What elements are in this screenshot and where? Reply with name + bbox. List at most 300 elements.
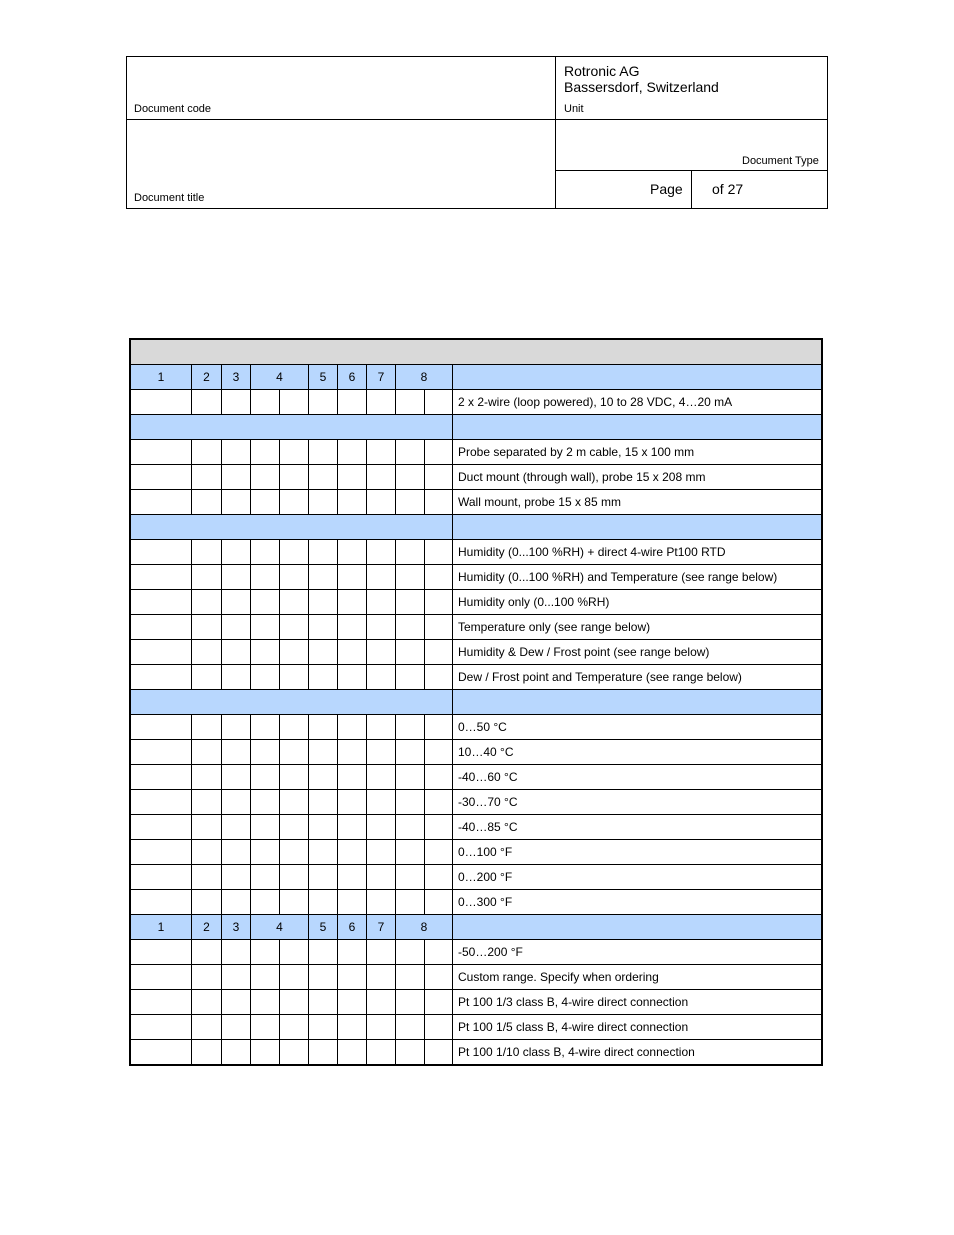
table-row	[131, 1040, 821, 1064]
column-header: 1	[131, 365, 192, 389]
code-cell	[425, 465, 453, 489]
code-cell	[251, 965, 280, 989]
code-cell	[309, 590, 338, 614]
code-cell	[309, 1040, 338, 1064]
code-cell	[192, 665, 222, 689]
code-cell	[222, 640, 251, 664]
code-cell	[367, 940, 396, 964]
page-label: Page	[650, 181, 683, 197]
code-cell	[222, 1040, 251, 1064]
code-cell	[222, 965, 251, 989]
code-cell	[396, 440, 425, 464]
document-type-label: Document Type	[742, 155, 819, 167]
code-cell	[222, 440, 251, 464]
code-cell	[309, 740, 338, 764]
header-divider	[691, 171, 692, 208]
column-header: 7	[367, 365, 396, 389]
code-cell	[131, 990, 192, 1014]
code-cell	[309, 865, 338, 889]
code-cell	[396, 465, 425, 489]
code-cell	[425, 740, 453, 764]
code-cell	[251, 890, 280, 914]
code-cell	[131, 740, 192, 764]
code-cell	[367, 490, 396, 514]
code-cell	[131, 590, 192, 614]
code-cell	[280, 640, 309, 664]
code-cell	[367, 890, 396, 914]
code-cell	[309, 615, 338, 639]
column-header-row	[131, 365, 821, 390]
code-cell	[396, 765, 425, 789]
code-cell	[251, 465, 280, 489]
table-row	[131, 840, 821, 865]
code-cell	[338, 715, 367, 739]
table-row	[131, 440, 821, 465]
code-cell	[338, 440, 367, 464]
column-header: 5	[309, 915, 338, 939]
code-cell	[131, 765, 192, 789]
code-cell	[425, 665, 453, 689]
document-code-label: Document code	[134, 103, 212, 115]
option-description: Humidity only (0...100 %RH)	[458, 595, 610, 609]
code-cell	[280, 465, 309, 489]
code-cell	[425, 390, 453, 414]
code-cell	[222, 465, 251, 489]
table-row	[131, 740, 821, 765]
code-cell	[131, 1040, 192, 1064]
code-cell	[251, 440, 280, 464]
option-description: 0…50 °C	[458, 720, 507, 734]
code-cell	[338, 465, 367, 489]
option-description: 2 x 2-wire (loop powered), 10 to 28 VDC, 4…20 mA	[458, 395, 733, 409]
column-header-row	[131, 915, 821, 940]
code-cell	[280, 765, 309, 789]
code-cell	[131, 440, 192, 464]
document-header	[126, 56, 828, 209]
option-description: -40…60 °C	[458, 770, 518, 784]
code-cell	[280, 715, 309, 739]
code-cell	[222, 715, 251, 739]
code-cell	[309, 1015, 338, 1039]
column-header: 2	[192, 915, 222, 939]
option-description: Temperature only (see range below)	[458, 620, 651, 634]
unit-label: Unit	[564, 103, 584, 115]
code-cell	[251, 790, 280, 814]
code-cell	[425, 865, 453, 889]
code-cell	[338, 815, 367, 839]
option-description: -30…70 °C	[458, 795, 518, 809]
company-name: Rotronic AG	[564, 63, 640, 79]
code-cell	[309, 765, 338, 789]
code-cell	[396, 890, 425, 914]
option-description: 0…200 °F	[458, 870, 513, 884]
code-cell	[251, 865, 280, 889]
code-cell	[131, 715, 192, 739]
code-cell	[338, 1015, 367, 1039]
code-cell	[338, 665, 367, 689]
code-cell	[396, 840, 425, 864]
code-cell	[338, 615, 367, 639]
code-cell	[396, 740, 425, 764]
code-cell	[280, 1040, 309, 1064]
code-cell	[222, 590, 251, 614]
table-row	[131, 790, 821, 815]
code-cell	[367, 765, 396, 789]
code-cell	[131, 390, 192, 414]
code-cell	[192, 790, 222, 814]
code-cell	[309, 540, 338, 564]
code-cell	[222, 815, 251, 839]
code-cell	[396, 1040, 425, 1064]
code-cell	[425, 715, 453, 739]
option-description: -40…85 °C	[458, 820, 518, 834]
code-cell	[396, 965, 425, 989]
code-cell	[251, 615, 280, 639]
code-cell	[192, 490, 222, 514]
table-row	[131, 865, 821, 890]
code-cell	[425, 615, 453, 639]
code-cell	[425, 440, 453, 464]
code-cell	[309, 840, 338, 864]
code-cell	[367, 815, 396, 839]
code-cell	[367, 965, 396, 989]
code-cell	[131, 815, 192, 839]
code-cell	[367, 665, 396, 689]
code-cell	[367, 840, 396, 864]
code-cell	[338, 540, 367, 564]
code-cell	[251, 665, 280, 689]
option-description: Probe separated by 2 m cable, 15 x 100 mm	[458, 445, 695, 459]
code-cell	[222, 940, 251, 964]
code-cell	[425, 890, 453, 914]
code-cell	[309, 565, 338, 589]
code-cell	[338, 565, 367, 589]
code-cell	[251, 940, 280, 964]
code-cell	[425, 540, 453, 564]
code-cell	[251, 565, 280, 589]
option-description: 10…40 °C	[458, 745, 514, 759]
option-description: Pt 100 1/3 class B, 4-wire direct connection	[458, 995, 689, 1009]
code-cell	[309, 465, 338, 489]
code-cell	[131, 790, 192, 814]
code-cell	[367, 565, 396, 589]
code-cell	[309, 715, 338, 739]
code-cell	[131, 865, 192, 889]
code-cell	[192, 1015, 222, 1039]
code-cell	[396, 490, 425, 514]
code-cell	[309, 640, 338, 664]
code-cell	[309, 815, 338, 839]
code-cell	[251, 490, 280, 514]
code-cell	[425, 590, 453, 614]
code-cell	[367, 440, 396, 464]
code-cell	[425, 1040, 453, 1064]
code-cell	[396, 815, 425, 839]
table-row	[131, 390, 821, 415]
option-description: -50…200 °F	[458, 945, 523, 959]
code-cell	[338, 590, 367, 614]
column-header: 8	[396, 365, 453, 389]
code-cell	[280, 865, 309, 889]
code-cell	[396, 990, 425, 1014]
code-cell	[131, 665, 192, 689]
code-cell	[192, 440, 222, 464]
header-divider	[127, 119, 827, 120]
code-cell	[396, 590, 425, 614]
table-row	[131, 1015, 821, 1040]
section-row	[131, 515, 821, 540]
code-cell	[396, 540, 425, 564]
table-row	[131, 565, 821, 590]
option-description: Pt 100 1/5 class B, 4-wire direct connection	[458, 1020, 689, 1034]
table-row	[131, 940, 821, 965]
code-cell	[338, 840, 367, 864]
option-description: Custom range. Specify when ordering	[458, 970, 659, 984]
code-cell	[222, 665, 251, 689]
code-cell	[131, 615, 192, 639]
code-cell	[309, 890, 338, 914]
code-cell	[338, 490, 367, 514]
code-cell	[425, 815, 453, 839]
code-cell	[280, 540, 309, 564]
code-cell	[222, 615, 251, 639]
code-cell	[222, 890, 251, 914]
code-cell	[192, 565, 222, 589]
code-cell	[192, 465, 222, 489]
code-cell	[222, 990, 251, 1014]
option-description: Duct mount (through wall), probe 15 x 208 mm	[458, 470, 706, 484]
code-cell	[192, 590, 222, 614]
code-cell	[280, 990, 309, 1014]
code-cell	[396, 940, 425, 964]
code-cell	[192, 615, 222, 639]
code-cell	[309, 940, 338, 964]
code-cell	[396, 1015, 425, 1039]
code-cell	[338, 965, 367, 989]
code-cell	[367, 990, 396, 1014]
table-row	[131, 715, 821, 740]
code-cell	[396, 390, 425, 414]
code-cell	[131, 540, 192, 564]
code-cell	[396, 640, 425, 664]
code-cell	[192, 890, 222, 914]
code-cell	[367, 1015, 396, 1039]
header-divider	[555, 57, 556, 208]
code-cell	[309, 965, 338, 989]
code-cell	[425, 1015, 453, 1039]
code-cell	[192, 815, 222, 839]
code-cell	[192, 990, 222, 1014]
code-cell	[280, 490, 309, 514]
code-cell	[251, 740, 280, 764]
code-cell	[425, 990, 453, 1014]
page-count: of 27	[712, 181, 744, 197]
option-description: 0…300 °F	[458, 895, 513, 909]
section-code-cell	[131, 515, 453, 539]
code-cell	[280, 890, 309, 914]
code-cell	[280, 1015, 309, 1039]
code-cell	[338, 640, 367, 664]
code-cell	[192, 390, 222, 414]
code-cell	[425, 765, 453, 789]
code-cell	[192, 765, 222, 789]
code-cell	[222, 740, 251, 764]
column-header: 7	[367, 915, 396, 939]
option-description: Humidity (0...100 %RH) + direct 4-wire Pt100 RTD	[458, 545, 726, 559]
code-cell	[192, 640, 222, 664]
code-cell	[222, 765, 251, 789]
code-cell	[396, 865, 425, 889]
code-cell	[131, 1015, 192, 1039]
table-row	[131, 815, 821, 840]
code-cell	[280, 440, 309, 464]
code-cell	[280, 940, 309, 964]
table-row	[131, 590, 821, 615]
company-info	[564, 63, 719, 95]
code-cell	[367, 715, 396, 739]
code-cell	[251, 840, 280, 864]
code-cell	[280, 815, 309, 839]
code-cell	[367, 540, 396, 564]
code-cell	[280, 590, 309, 614]
code-cell	[280, 740, 309, 764]
table-row	[131, 540, 821, 565]
code-cell	[192, 840, 222, 864]
code-cell	[396, 665, 425, 689]
code-cell	[192, 965, 222, 989]
code-cell	[396, 715, 425, 739]
code-cell	[251, 1040, 280, 1064]
code-cell	[222, 840, 251, 864]
code-cell	[131, 890, 192, 914]
code-cell	[396, 790, 425, 814]
code-cell	[192, 740, 222, 764]
table-row	[131, 615, 821, 640]
column-header: 8	[396, 915, 453, 939]
code-cell	[131, 965, 192, 989]
code-cell	[425, 940, 453, 964]
code-cell	[309, 440, 338, 464]
code-cell	[280, 790, 309, 814]
code-cell	[251, 990, 280, 1014]
code-cell	[338, 990, 367, 1014]
code-cell	[251, 540, 280, 564]
table-row	[131, 665, 821, 690]
column-header: 4	[251, 915, 309, 939]
code-cell	[338, 790, 367, 814]
code-cell	[309, 390, 338, 414]
code-cell	[251, 715, 280, 739]
document-title-label: Document title	[134, 192, 205, 204]
section-row	[131, 415, 821, 440]
code-cell	[280, 390, 309, 414]
section-code-cell	[131, 690, 453, 714]
code-cell	[280, 965, 309, 989]
code-cell	[338, 890, 367, 914]
code-cell	[425, 565, 453, 589]
code-cell	[367, 1040, 396, 1064]
code-cell	[192, 1040, 222, 1064]
code-cell	[425, 840, 453, 864]
table-row	[131, 890, 821, 915]
code-cell	[309, 790, 338, 814]
code-cell	[222, 490, 251, 514]
code-cell	[222, 390, 251, 414]
code-cell	[222, 790, 251, 814]
company-location: Bassersdorf, Switzerland	[564, 79, 719, 95]
code-cell	[367, 590, 396, 614]
column-header: 3	[222, 365, 251, 389]
option-description: Wall mount, probe 15 x 85 mm	[458, 495, 621, 509]
code-cell	[280, 665, 309, 689]
code-cell	[192, 540, 222, 564]
code-cell	[338, 390, 367, 414]
code-cell	[131, 840, 192, 864]
code-cell	[280, 565, 309, 589]
option-description: 0…100 °F	[458, 845, 513, 859]
code-cell	[367, 640, 396, 664]
column-header: 6	[338, 915, 367, 939]
column-header: 4	[251, 365, 309, 389]
table-row	[131, 490, 821, 515]
code-cell	[131, 565, 192, 589]
code-cell	[338, 940, 367, 964]
table-title-bar	[131, 340, 821, 365]
code-cell	[425, 965, 453, 989]
code-cell	[425, 790, 453, 814]
table-row	[131, 765, 821, 790]
code-cell	[280, 615, 309, 639]
code-cell	[367, 465, 396, 489]
code-cell	[338, 1040, 367, 1064]
code-cell	[396, 565, 425, 589]
option-description: Pt 100 1/10 class B, 4-wire direct connection	[458, 1045, 695, 1059]
code-cell	[131, 490, 192, 514]
code-cell	[222, 865, 251, 889]
code-cell	[425, 640, 453, 664]
code-cell	[251, 1015, 280, 1039]
code-cell	[309, 665, 338, 689]
option-description: Humidity (0...100 %RH) and Temperature (see range below)	[458, 570, 778, 584]
code-cell	[222, 1015, 251, 1039]
code-cell	[192, 940, 222, 964]
column-header: 3	[222, 915, 251, 939]
code-cell	[131, 640, 192, 664]
code-cell	[222, 540, 251, 564]
code-cell	[280, 840, 309, 864]
code-cell	[367, 615, 396, 639]
code-cell	[309, 490, 338, 514]
code-cell	[222, 565, 251, 589]
code-cell	[131, 940, 192, 964]
table-row	[131, 990, 821, 1015]
code-cell	[251, 765, 280, 789]
code-cell	[251, 815, 280, 839]
code-cell	[192, 715, 222, 739]
code-cell	[367, 790, 396, 814]
code-cell	[396, 615, 425, 639]
table-row	[131, 965, 821, 990]
column-header: 1	[131, 915, 192, 939]
code-cell	[338, 865, 367, 889]
section-row	[131, 690, 821, 715]
code-cell	[251, 590, 280, 614]
code-cell	[367, 390, 396, 414]
code-cell	[131, 465, 192, 489]
section-code-cell	[131, 415, 453, 439]
option-description: Dew / Frost point and Temperature (see range below)	[458, 670, 742, 684]
code-cell	[367, 865, 396, 889]
